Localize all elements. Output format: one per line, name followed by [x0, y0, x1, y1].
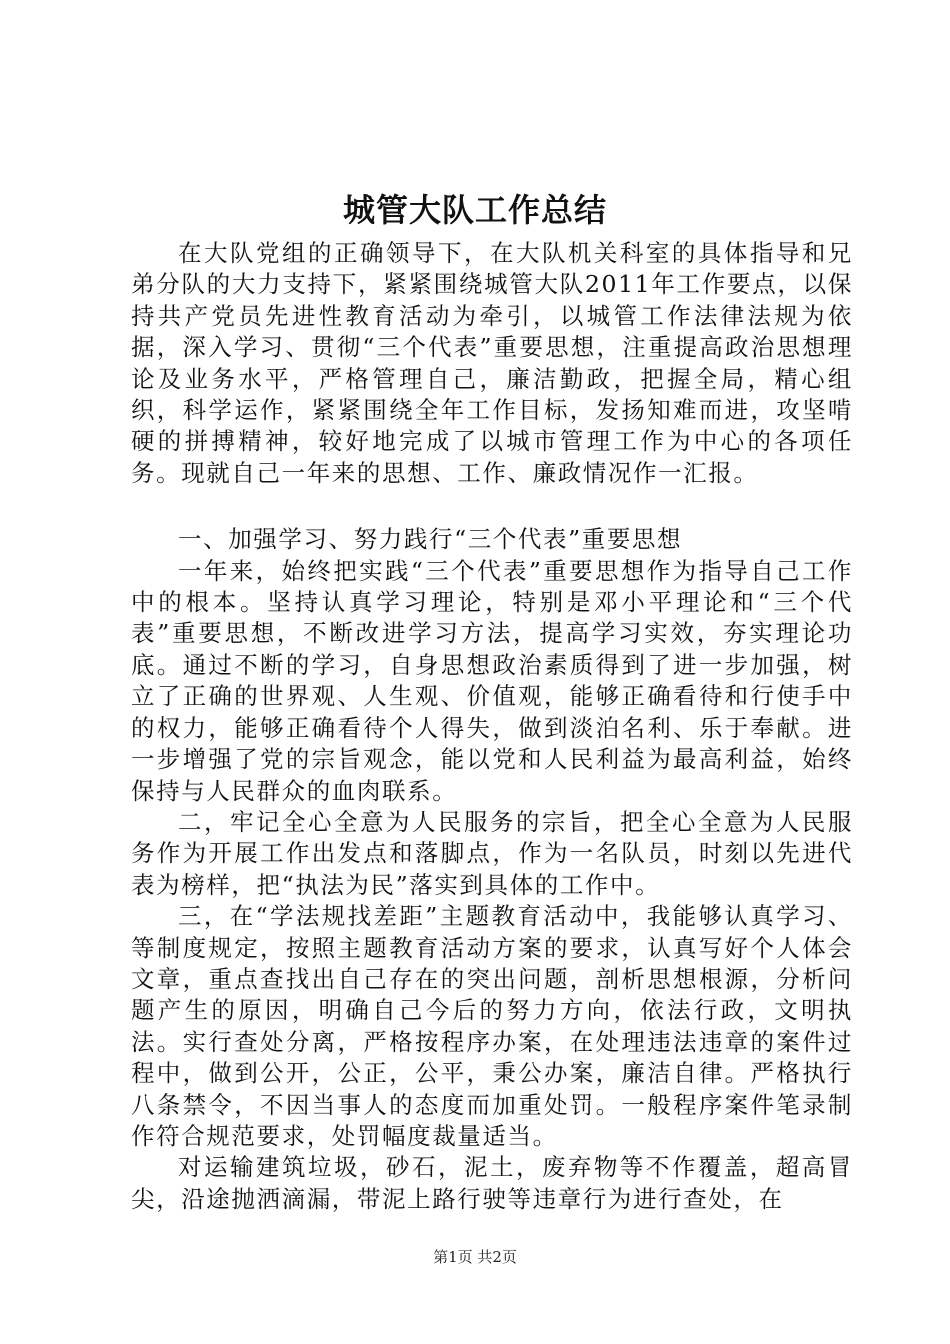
section-3-paragraph: 三，在“学法规找差距”主题教育活动中，我能够认真学习、等制度规定，按照主题教育活动方案的要求，认真写好个人体会文章，重点查找出自己存在的突出问题，剖析思想根源，分析问题产生的原因，明确自己今后的努力方向，依法行政，文明执法。实行查处分离，严格按程序办案，在处理违法违章的案件过程中，做到公开，公正，公平，秉公办案，廉洁自律。严格执行八条禁令，不因当事人的态度而加重处罚。一般程序案件笔录制作符合规范要求，处罚幅度裁量适当。: [131, 902, 853, 1150]
intro-paragraph: 在大队党组的正确领导下，在大队机关科室的具体指导和兄弟分队的大力支持下，紧紧围绕城管大队2011年工作要点，以保持共产党员先进性教育活动为牵引，以城管工作法律法规为依据，深入学习、贯彻“三个代表”重要思想，注重提高政治思想理论及业务水平，严格管理自己，廉洁勤政，把握全局，精心组织，科学运作，紧紧围绕全年工作目标，发扬知难而进，攻坚啃硬的拼搏精神，较好地完成了以城市管理工作为中心的各项任务。现就自己一年来的思想、工作、廉政情况作一汇报。: [131, 239, 853, 487]
section-heading: 一、加强学习、努力践行“三个代表”重要思想: [178, 525, 683, 554]
document-title: 城管大队工作总结: [342, 191, 607, 229]
document-body: [131, 238, 853, 1215]
paragraph-spacer: [131, 489, 853, 524]
section-4-paragraph: 对运输建筑垃圾，砂石，泥土，废弃物等不作覆盖，超高冒尖，沿途抛洒滴漏，带泥上路行驶等违章行为进行查处，在: [131, 1153, 853, 1213]
section-2-paragraph: 二，牢记全心全意为人民服务的宗旨，把全心全意为人民服务作为开展工作出发点和落脚点，作为一名队员，时刻以先进代表为榜样，把“执法为民”落实到具体的工作中。: [131, 807, 853, 899]
page-footer: 第1页 共2页: [433, 1248, 517, 1266]
section-1-paragraph: 一年来，始终把实践“三个代表”重要思想作为指导自己工作中的根本。坚持认真学习理论，特别是邓小平理论和“三个代表”重要思想，不断改进学习方法，提高学习实效，夯实理论功底。通过不断的学习，自身思想政治素质得到了进一步加强，树立了正确的世界观、人生观、价值观，能够正确看待和行使手中的权力，能够正确看待个人得失，做到淡泊名利、乐于奉献。进一步增强了党的宗旨观念，能以党和人民利益为最高利益，始终保持与人民群众的血肉联系。: [131, 556, 853, 805]
